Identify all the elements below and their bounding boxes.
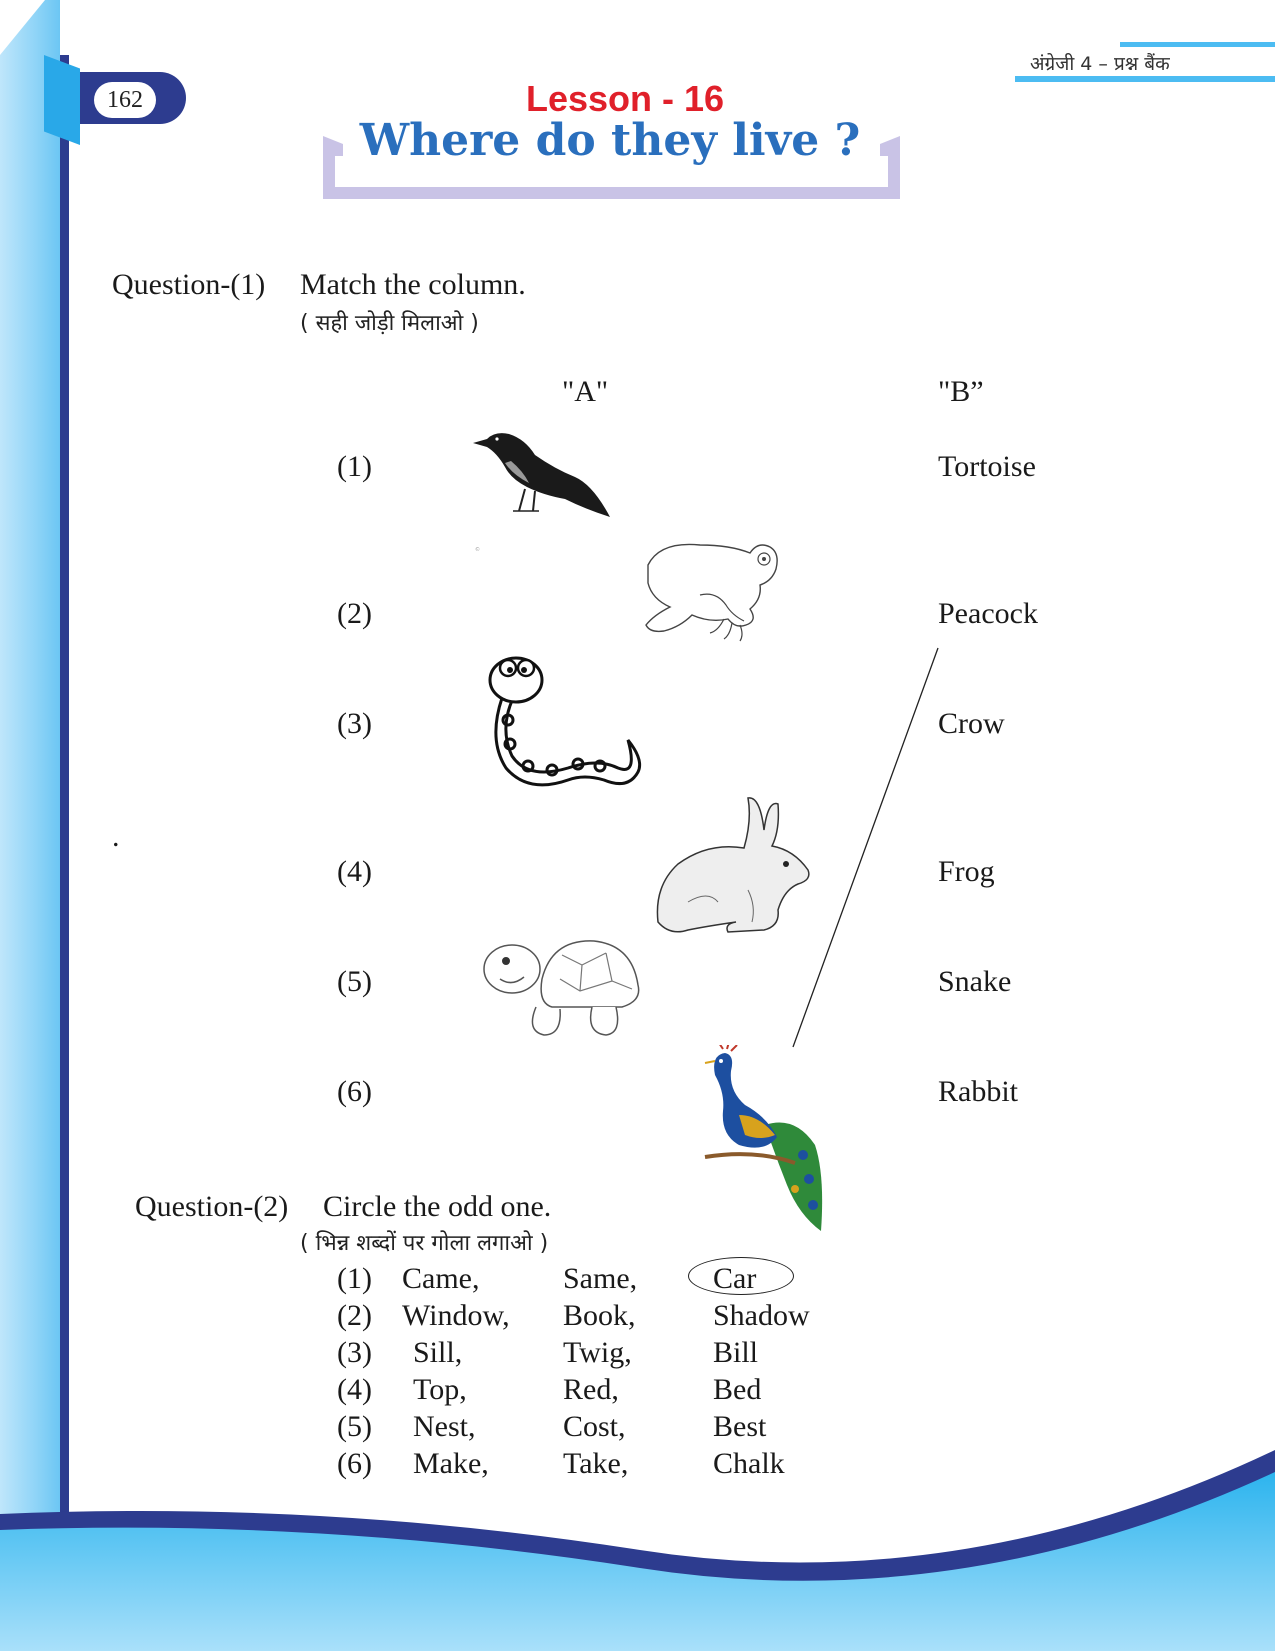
- column-b-item-5: Snake: [938, 965, 1012, 998]
- match-number-1: (1): [337, 450, 372, 483]
- question2-label: Question-(2): [135, 1190, 289, 1223]
- match-number-6: (6): [337, 1075, 372, 1108]
- odd-row-word: Bill: [713, 1336, 759, 1369]
- question2-instruction-hindi: ( भिन्न शब्दों पर गोला लगाओ ): [300, 1231, 549, 1256]
- header-rule: [1015, 76, 1275, 82]
- page-tab-flag: [44, 55, 80, 145]
- odd-row-word: Sill,: [413, 1336, 463, 1369]
- left-border-bar: [60, 55, 69, 1525]
- column-b-item-4: Frog: [938, 855, 995, 888]
- odd-row-number: (4): [337, 1373, 372, 1406]
- column-b-item-6: Rabbit: [938, 1075, 1018, 1108]
- column-b-item-3: Crow: [938, 707, 1005, 740]
- odd-row-word: Red,: [563, 1373, 619, 1406]
- frog-icon: [640, 535, 790, 645]
- column-b-item-1: Tortoise: [938, 450, 1036, 483]
- odd-row-number: (5): [337, 1410, 372, 1443]
- peacock-icon: [695, 1045, 830, 1235]
- book-label: अंग्रेजी 4 – प्रश्न बैंक: [1030, 53, 1170, 75]
- match-number-3: (3): [337, 707, 372, 740]
- odd-row-word: Same,: [563, 1262, 638, 1295]
- odd-row-word: Take,: [563, 1447, 629, 1480]
- watermark-text: ©: [475, 547, 480, 553]
- odd-row-word: Cost,: [563, 1410, 626, 1443]
- question1-instruction: Match the column.: [300, 268, 526, 301]
- column-b-item-2: Peacock: [938, 597, 1038, 630]
- question1-label: Question-(1): [112, 268, 266, 301]
- odd-row-word: Car: [713, 1262, 757, 1295]
- odd-row-number: (3): [337, 1336, 372, 1369]
- odd-row-word: Came,: [402, 1262, 480, 1295]
- lesson-label: Lesson - 16: [525, 78, 725, 119]
- odd-row-number: (2): [337, 1299, 372, 1332]
- odd-row-word: Window,: [402, 1299, 510, 1332]
- tortoise-icon: [482, 935, 652, 1045]
- odd-row-word: Best: [713, 1410, 767, 1443]
- crow-icon: [465, 425, 615, 525]
- odd-row-word: Make,: [413, 1447, 489, 1480]
- match-number-4: (4): [337, 855, 372, 888]
- rabbit-icon: [648, 790, 823, 940]
- question1-instruction-hindi: ( सही जोड़ी मिलाओ ): [300, 311, 479, 336]
- odd-row-word: Top,: [413, 1373, 467, 1406]
- page-number: 162: [94, 82, 156, 118]
- question2-instruction: Circle the odd one.: [323, 1190, 552, 1223]
- odd-row-number: (6): [337, 1447, 372, 1480]
- corner-cut: [0, 0, 45, 55]
- match-number-5: (5): [337, 965, 372, 998]
- header-rule-top: [1120, 42, 1275, 47]
- odd-row-word: Twig,: [563, 1336, 632, 1369]
- odd-row-word: Book,: [563, 1299, 636, 1332]
- left-decorative-strip: [0, 0, 60, 1651]
- odd-row-number: (1): [337, 1262, 372, 1295]
- bottom-wave-decoration: [0, 1450, 1275, 1651]
- snake-icon: [488, 640, 658, 790]
- odd-row-word: Chalk: [713, 1447, 785, 1480]
- odd-row-word: Bed: [713, 1373, 762, 1406]
- odd-row-word: Nest,: [413, 1410, 476, 1443]
- lesson-title: Where do they live ?: [359, 115, 861, 166]
- match-number-2: (2): [337, 597, 372, 630]
- column-a-header: "A": [562, 375, 609, 408]
- stray-dot: .: [112, 820, 120, 853]
- odd-row-word: Shadow: [713, 1299, 810, 1332]
- column-b-header: "B”: [938, 375, 984, 408]
